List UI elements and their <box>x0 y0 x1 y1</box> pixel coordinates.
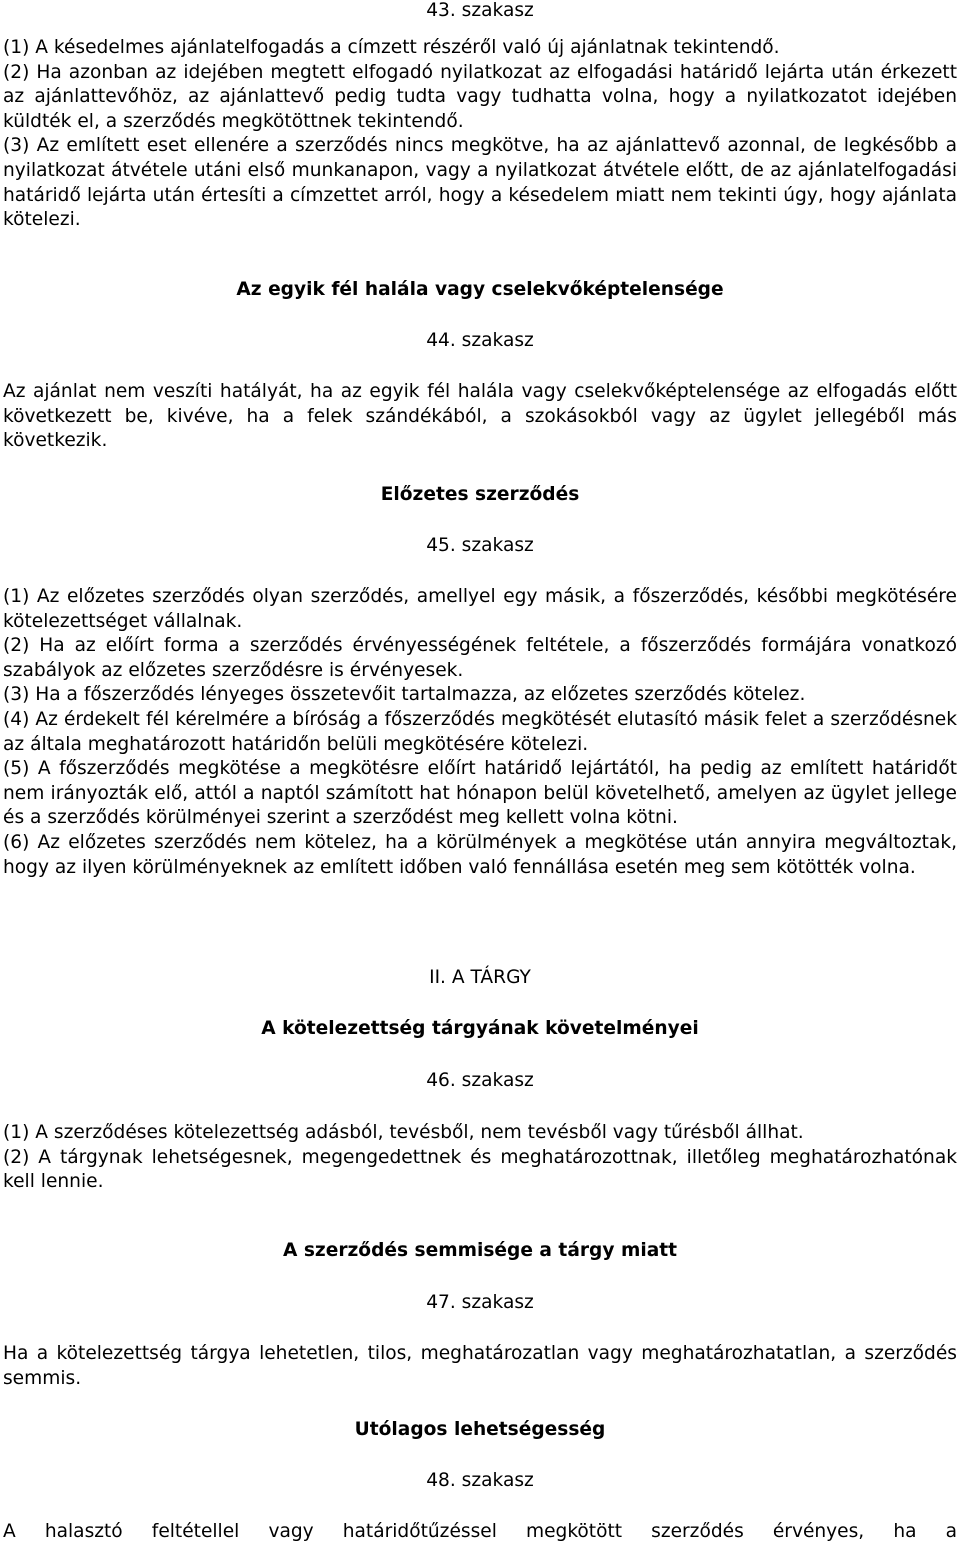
section-body-47 <box>3 1342 957 1391</box>
paragraph: (2) Ha az előírt forma a szerződés érvényességének feltétele, a főszerződés formájára vonatkozó szabályok az előzetes szerződésre is érvényesek. <box>3 635 957 681</box>
section-heading-46: 46. szakasz <box>426 1070 534 1091</box>
paragraph: (3) Ha a főszerződés lényeges összetevőit tartalmazza, az előzetes szerződés kötelez. <box>3 684 806 706</box>
paragraph: (4) Az érdekelt fél kérelmére a bíróság a főszerződés megkötését elutasító másik felet a szerződésnek az általa meghatározott határidőn belüli megkötésére kötelezi. <box>3 708 957 755</box>
part-title: II. A TÁRGY <box>429 967 531 988</box>
paragraph: (3) Az említett eset ellenére a szerződés nincs megkötve, ha az ajánlattevő azonnal, de legkésőbb a nyilatkozat átvétele utáni első munkanapon, vagy a nyilatkozat átvétele előtt, de az ajánlatelfogadási határidő lejárta után értesíti a címzettet arról, hogy a késedelem miatt nem tekinti úgy, hogy ajánlata kötelezi. <box>3 135 957 231</box>
section-heading-44: 44. szakasz <box>426 330 534 351</box>
section-body-46 <box>3 1121 957 1195</box>
section-body-48 <box>3 1520 957 1545</box>
section-heading-48: 48. szakasz <box>426 1470 534 1491</box>
paragraph: (2) Ha azonban az idejében megtett elfogadó nyilatkozat az elfogadási határidő lejárta után érkezett az ajánlattevőhöz, az ajánlattevő pedig tudta vagy tudhatta volna, hogy a nyilatkozatot idejében küldték el, a szerződés megkötöttnek tekintendő. <box>3 61 957 132</box>
section-body-44 <box>3 380 957 454</box>
paragraph: Ha a kötelezettség tárgya lehetetlen, tilos, meghatározatlan vagy meghatározhatatlan, a szerződés semmis. <box>3 1343 957 1389</box>
section-title-47: A szerződés semmisége a tárgy miatt <box>282 1240 678 1261</box>
section-heading-45: 45. szakasz <box>426 535 534 556</box>
section-body-45 <box>3 585 957 880</box>
section-title-46: A kötelezettség tárgyának követelményei <box>261 1018 699 1039</box>
paragraph: (1) A késedelmes ajánlatelfogadás a címzett részéről való új ajánlatnak tekintendő. <box>3 37 780 58</box>
section-title-45: Előzetes szerződés <box>380 484 580 505</box>
section-heading-47: 47. szakasz <box>426 1292 534 1313</box>
paragraph: (2) A tárgynak lehetségesnek, megengedettnek és meghatározottnak, illetőleg meghatározhatónak kell lennie. <box>3 1146 957 1193</box>
paragraph: (6) Az előzetes szerződés nem kötelez, ha a körülmények a megkötése után annyira megváltoztak, hogy az ilyen körülményeknek az említett időben való fennállása esetén meg sem kötötték volna. <box>3 831 957 878</box>
section-heading-43: 43. szakasz <box>426 0 534 21</box>
paragraph: (5) A főszerződés megkötése a megkötésre előírt határidő lejártától, ha pedig az említett határidőt nem irányozták elő, attól a naptól számított hat hónapon belül követelhető, amelyen az ügylet jellege és a szerződés körülményei szerint a szerződést meg kellett volna kötni. <box>3 758 957 829</box>
section-body-43 <box>3 36 957 233</box>
paragraph: (1) A szerződéses kötelezettség adásból, tevésből, nem tevésből vagy tűrésből állhat. <box>3 1122 804 1143</box>
section-title-48: Utólagos lehetségesség <box>354 1419 606 1440</box>
paragraph: Az ajánlat nem veszíti hatályát, ha az egyik fél halála vagy cselekvőképtelensége az elfogadás előtt következett be, kivéve, ha a felek szándékából, a szokásokból vagy az ügylet jellegéből más következik. <box>3 381 957 452</box>
paragraph: (1) Az előzetes szerződés olyan szerződés, amellyel egy másik, a főszerződés, későbbi megkötésére kötelezettséget vállalnak. <box>3 586 957 632</box>
paragraph: A halasztó feltétellel vagy határidőtűzéssel megkötött szerződés érvényes, ha a <box>3 1521 957 1542</box>
section-title-44: Az egyik fél halála vagy cselekvőképtelensége <box>236 279 724 300</box>
